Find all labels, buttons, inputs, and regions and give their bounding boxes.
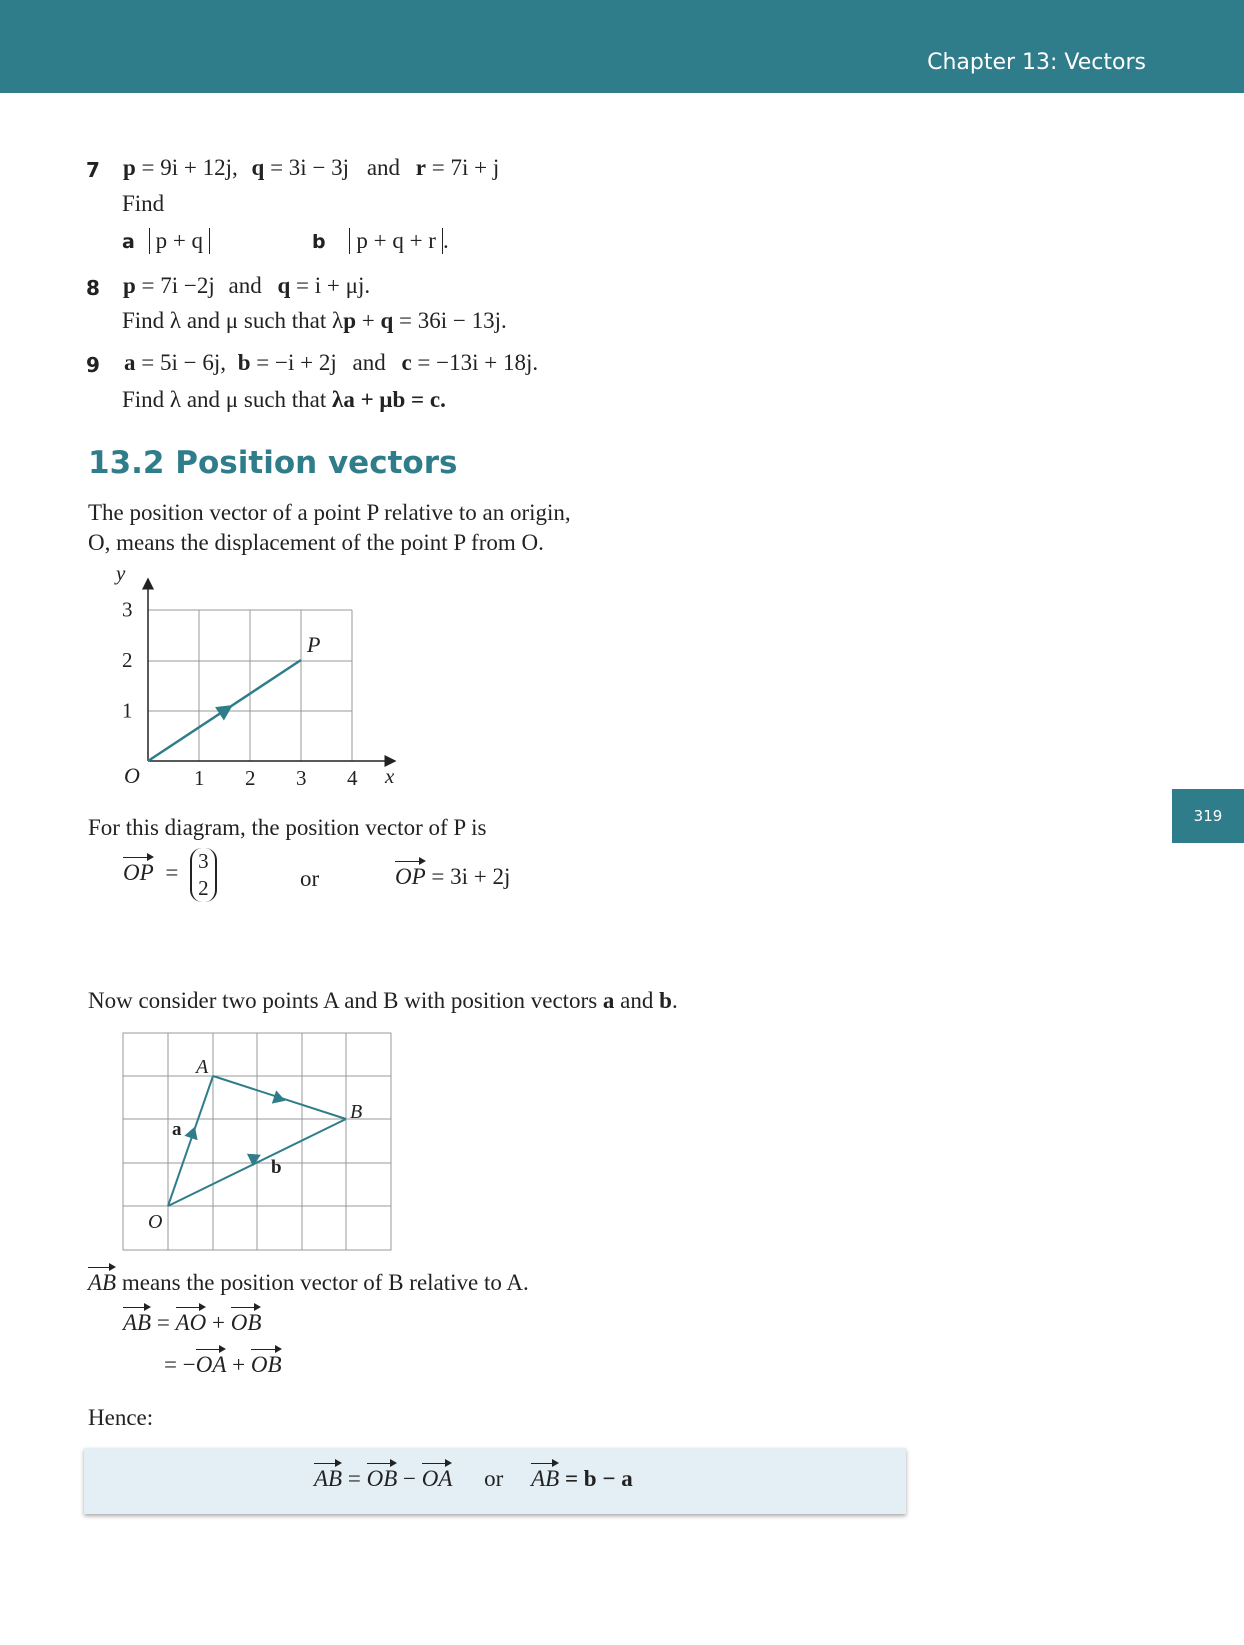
question-9-definition: a = 5i − 6j, b = −i + 2j and c = −13i + 18j. (124, 350, 539, 375)
now-consider-sentence: Now consider two points A and B with position vectors a and b. (88, 988, 678, 1013)
key-result-equation: AB = OB − OA or AB = b − a (314, 1466, 633, 1491)
x-axis-label: x (385, 764, 395, 788)
x-tick-label: 2 (245, 766, 256, 790)
op-ij-equation: OP = 3i + 2j (395, 864, 511, 889)
or-text: or (300, 866, 320, 891)
vec-op-2: OP (395, 864, 426, 889)
question-9-number: 9 (86, 353, 100, 377)
key-result-box (84, 1448, 906, 1514)
vec-ab: AB (88, 1270, 117, 1295)
origin-o-label: O (148, 1211, 163, 1233)
graph-grid (148, 610, 352, 761)
y-tick-label: 1 (122, 698, 133, 723)
position-vector-graph (110, 565, 410, 795)
diagram-grid (123, 1033, 391, 1250)
question-8-definition: p = 7i −2j and q = i + μj. (123, 273, 371, 298)
chapter-header-bar (0, 0, 1244, 93)
point-b-label: B (350, 1101, 363, 1123)
y-axis-label: y (116, 565, 126, 585)
question-7-definition: p = 9i + 12j, q = 3i − 3j and r = 7i + j (123, 155, 500, 180)
equation-line-1: AB = AO + OB (123, 1310, 262, 1335)
origin-label: O (124, 763, 140, 788)
x-tick-label: 4 (347, 766, 358, 790)
position-vector-sentence: For this diagram, the position vector of P is (88, 815, 487, 840)
equation-line-2: = −OA + OB (164, 1352, 282, 1377)
chapter-title: Chapter 13: Vectors (927, 50, 1146, 75)
point-a-label: A (196, 1056, 209, 1078)
vector-op-arrowhead (215, 698, 237, 720)
abs-p-plus-q: p + q (149, 228, 210, 254)
section-heading: 13.2 Position vectors (88, 445, 458, 481)
question-9-find: Find λ and μ such that λa + μb = c. (122, 387, 446, 412)
intro-line-2: O, means the displacement of the point P from O. (88, 530, 544, 555)
triangle-oab-diagram (120, 1030, 400, 1255)
question-8-find: Find λ and μ such that λp + q = 36i − 13j. (122, 308, 507, 333)
column-vector: 3 2 (190, 848, 217, 902)
question-7-number: 7 (86, 158, 100, 182)
abs-p-plus-q-plus-r: p + q + r (349, 228, 443, 254)
page-number: 319 (1172, 789, 1244, 843)
intro-line-1: The position vector of a point P relative to an origin, (88, 500, 571, 525)
question-7-part-a: a p + q (122, 228, 210, 254)
y-tick-label: 2 (122, 648, 133, 672)
question-7-find: Find (122, 191, 165, 216)
hence-label: Hence: (88, 1405, 154, 1430)
x-tick-label: 3 (296, 766, 307, 790)
op-column-vector-equation: OP = 3 2 (123, 848, 217, 902)
y-tick-label: 3 (122, 597, 133, 622)
arrowhead-a (184, 1124, 201, 1140)
point-p-label: P (307, 632, 321, 657)
vector-b-label: b (271, 1157, 282, 1178)
ab-definition-sentence: AB means the position vector of B relative to A. (88, 1270, 529, 1295)
question-7-part-b: b p + q + r . (312, 228, 449, 253)
vec-op: OP (123, 860, 154, 886)
x-tick-label: 1 (194, 766, 205, 790)
question-8-number: 8 (86, 276, 100, 300)
vector-a-label: a (172, 1119, 182, 1140)
